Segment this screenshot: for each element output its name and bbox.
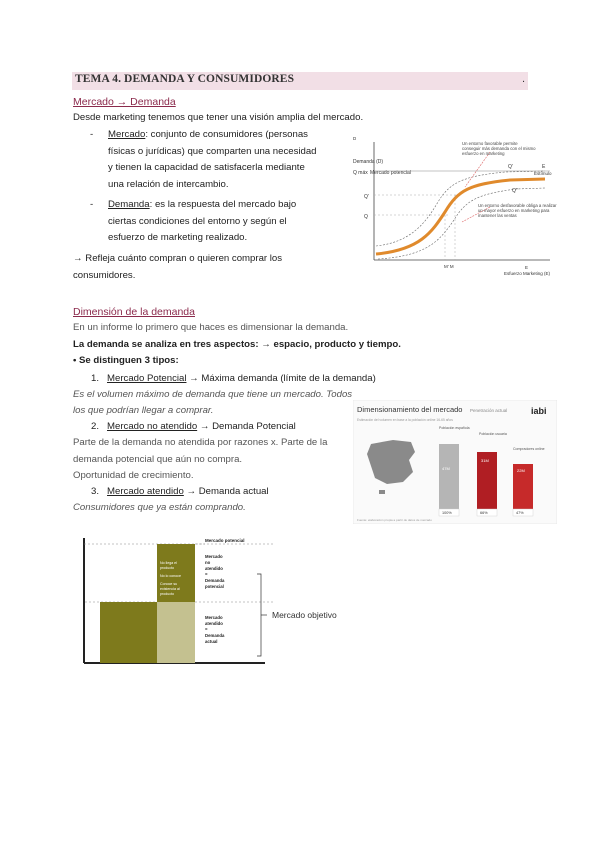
slide-subtitle: Penetración actual xyxy=(470,408,508,413)
item-2-heading xyxy=(91,419,296,436)
def-mercado-l3: y tienen la capacidad de satisfacerla mediante xyxy=(108,162,305,173)
brand-logo: iabi xyxy=(531,406,547,416)
term-mercado: Mercado xyxy=(108,129,146,140)
item-1-rest: → Máxima demanda (límite de la demanda) xyxy=(186,373,376,384)
title-dot: . xyxy=(522,73,526,85)
upper-l2: producto xyxy=(160,566,174,570)
item-1-num: 1. xyxy=(91,373,100,384)
sec2-aspects xyxy=(73,337,401,354)
bullet-dash: - xyxy=(90,129,94,140)
slide-source: Fuente: elaboración propia a partir de datos de mercado xyxy=(357,518,432,522)
item-2-desc-1: Parte de la demanda no atendida por razones x. Parte de la xyxy=(73,437,328,448)
def-demanda-l1: : es la respuesta del mercado bajo xyxy=(149,199,297,210)
objective-label: Mercado objetivo xyxy=(272,610,337,620)
x-axis-e: E xyxy=(525,265,529,270)
market-bar-diagram xyxy=(75,528,355,668)
right-upper-l1: Mercado xyxy=(205,554,223,559)
item-3-desc: Consumidores que ya están comprando. xyxy=(73,502,246,513)
right-lower-l1: Mercado xyxy=(205,615,223,620)
right-lower-l3: = xyxy=(205,627,208,632)
right-upper-l2: no xyxy=(205,560,211,565)
right-upper-l5: Demanda xyxy=(205,578,225,583)
objective-bracket xyxy=(257,574,261,656)
def-demanda-l3: esfuerzo de marketing realizado. xyxy=(108,232,248,243)
def-demanda xyxy=(108,197,340,247)
mark-q2: Q'' xyxy=(512,188,518,194)
sec1-arrow-text xyxy=(73,251,341,284)
col2-value: 31M xyxy=(481,458,489,463)
item-2-desc-3: Oportunidad de crecimiento. xyxy=(73,470,194,481)
term-mercado-atendido: Mercado atendido xyxy=(107,486,184,497)
item-2-num: 2. xyxy=(91,421,100,432)
item-1-desc-2: los que podrían llegar a comprar. xyxy=(73,405,214,416)
item-1-desc-1: Es el volumen máximo de demanda que tiene un mercado. Todos xyxy=(73,389,353,400)
def-mercado-l4: una relación de intercambio. xyxy=(108,178,229,190)
term-mercado-no-atendido: Mercado no atendido xyxy=(107,421,198,432)
bullet-dash: - xyxy=(90,199,94,210)
label-estimulo: Estímulo xyxy=(534,171,552,176)
annot-unfavorable-line-3: mantener las ventas xyxy=(478,213,517,218)
x-tick: M' M xyxy=(444,264,454,269)
upper-l3: No lo conoce xyxy=(160,574,181,578)
arrow-line-1: → Refleja cuánto compran o quieren comprar los xyxy=(73,253,283,264)
upper-l6: producto xyxy=(160,592,174,596)
right-upper-l3: atendido xyxy=(205,566,223,571)
right-lower-l2: atendido xyxy=(205,621,223,626)
item-2-desc-2: demanda potencial que aún no compra. xyxy=(73,453,243,465)
annot-unfavorable-line-2: un mayor esfuerzo en marketing para xyxy=(478,208,550,213)
sec2-intro: En un informe lo primero que haces es dimensionar la demanda. xyxy=(73,322,349,333)
mark-q1: Q' xyxy=(508,164,513,170)
demand-curve-figure xyxy=(350,132,570,278)
item-2-rest: → Demanda Potencial xyxy=(197,421,296,432)
aspects-rest: → espacio, producto y tiempo. xyxy=(258,339,401,350)
svg-text:D: D xyxy=(353,136,357,141)
col2-pct: 66% xyxy=(480,511,488,515)
curve-q2: Q xyxy=(364,214,368,220)
col3-pct: 47% xyxy=(516,511,524,515)
col1-label: Población española xyxy=(439,426,470,430)
section-heading-dimension: Dimensión de la demanda xyxy=(73,306,195,318)
annot-favorable-line-3: esfuerzo en marketing xyxy=(462,151,505,156)
right-lower-l4: Demanda xyxy=(205,633,225,638)
bar-demanda-actual xyxy=(157,602,195,663)
upper-l5: existencia al xyxy=(160,587,180,591)
annot-unfavorable-line-1: Un entorno desfavorable obliga a realizar xyxy=(478,203,557,208)
item-3-heading xyxy=(91,484,269,501)
slide-note: Estimación del volumen en base a la población online 16-65 años xyxy=(357,418,453,422)
item-3-rest: → Demanda actual xyxy=(183,486,269,497)
col3-label: Compradores online xyxy=(513,447,545,451)
col1-value: 47M xyxy=(442,466,450,471)
right-upper-l6: potencial xyxy=(205,584,224,589)
sec2-types: • Se distinguen 3 tipos: xyxy=(73,355,179,366)
right-lower-l5: actual xyxy=(205,639,218,644)
col1-bar xyxy=(439,444,459,516)
market-sizing-slide xyxy=(353,400,557,524)
label-top: Mercado potencial xyxy=(205,538,245,543)
demand-curve xyxy=(376,179,545,254)
page-title: TEMA 4. DEMANDA Y CONSUMIDORES xyxy=(75,73,295,85)
annot-favorable xyxy=(462,141,537,156)
curve-qmax-label: Q máx xyxy=(353,170,368,176)
curve-legend-line: Mercado potencial xyxy=(370,170,411,176)
sec1-intro: Desde marketing tenemos que tener una visión amplia del mercado. xyxy=(73,112,364,123)
def-demanda-l2: ciertas condiciones del entorno y según el xyxy=(108,215,287,227)
arrow-line-2: consumidores. xyxy=(73,269,136,281)
section-heading-mercado: Mercado → Demanda xyxy=(73,96,176,108)
def-mercado xyxy=(108,127,340,193)
upper-l4: Conoce su xyxy=(160,582,178,586)
annot-unfavorable xyxy=(478,203,558,218)
term-demanda: Demanda xyxy=(108,199,150,210)
col2-label: Población usuaria xyxy=(479,432,507,436)
annot-favorable-line-1: Un entorno favorable permite xyxy=(462,141,518,146)
def-mercado-l1: : conjunto de consumidores (personas xyxy=(145,129,308,140)
col1-pct: 100% xyxy=(442,511,452,515)
term-mercado-potencial: Mercado Potencial xyxy=(107,373,187,384)
aspects-bold: La demanda se analiza en tres aspectos: xyxy=(73,339,259,350)
col3-value: 22M xyxy=(517,468,525,473)
label-e: E xyxy=(542,164,546,170)
bar-mercado-atendido xyxy=(100,602,157,663)
item-2-desc xyxy=(73,435,345,485)
item-3-num: 3. xyxy=(91,486,100,497)
x-axis-label: Esfuerzo Marketing (E) xyxy=(504,271,551,276)
def-mercado-l2: físicas o jurídicas) que comparten una necesidad xyxy=(108,145,317,157)
slide-title: Dimensionamiento del mercado xyxy=(357,405,463,414)
right-upper-l4: = xyxy=(205,572,208,577)
upper-l1: No llega el xyxy=(160,561,177,565)
annot-favorable-line-2: conseguir más demanda con el mismo xyxy=(462,146,536,151)
item-1-heading xyxy=(91,371,376,388)
curve-yaxis-label: Demanda (D) xyxy=(353,159,384,165)
curve-q1: Q' xyxy=(364,194,369,200)
